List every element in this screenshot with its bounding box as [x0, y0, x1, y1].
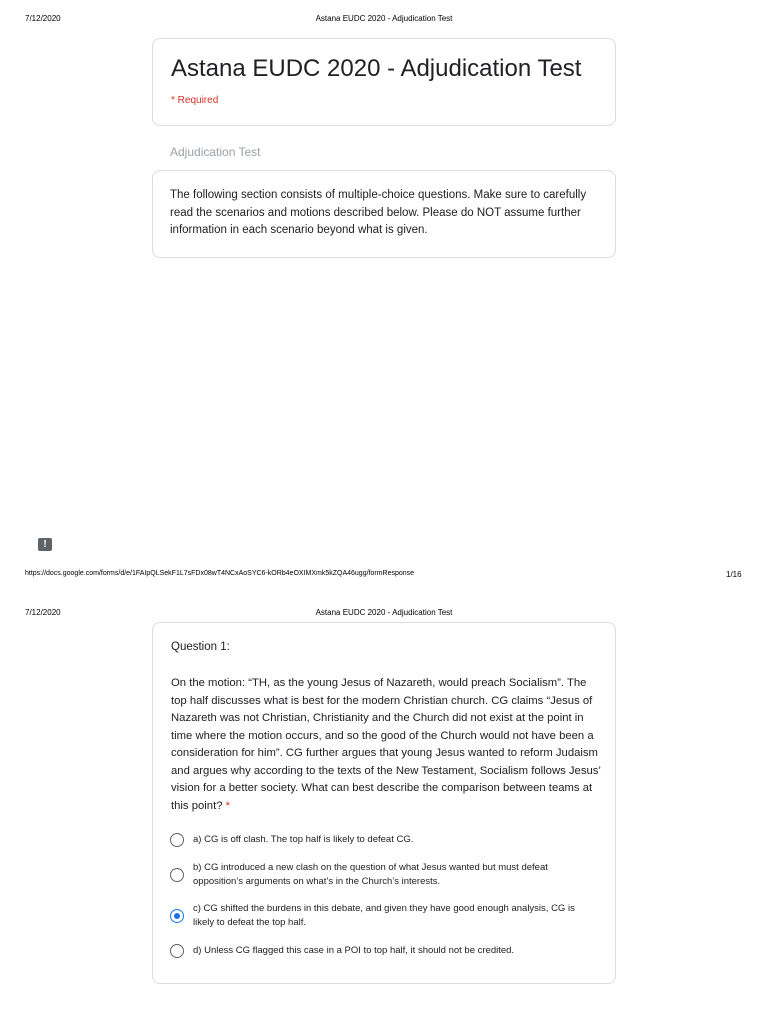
- report-icon[interactable]: !: [38, 538, 52, 551]
- print-date-page2: 7/12/2020: [25, 608, 61, 617]
- print-title-page2: Astana EUDC 2020 - Adjudication Test: [315, 608, 453, 617]
- section-description-card: [152, 170, 616, 258]
- option-d[interactable]: [170, 944, 590, 958]
- option-b-label: b) CG introduced a new clash on the question of what Jesus wanted but must defeat opposition’s arguments on what’s in the Church’s interests.: [193, 862, 548, 887]
- option-a-label: a) CG is off clash. The top half is likely to defeat CG.: [193, 834, 414, 845]
- required-note: * Required: [171, 95, 219, 106]
- option-a[interactable]: [170, 833, 590, 847]
- footer-url: https://docs.google.com/forms/d/e/1FAIpQLSekF1L7sFDx08wT4NCxAoSYC6-kORb4eOXIMXmk5kZQA46ugg/formResponse: [25, 570, 415, 577]
- print-date: 7/12/2020: [25, 14, 61, 23]
- footer-page-number: 1/16: [726, 570, 742, 579]
- radio-option-b[interactable]: [170, 868, 184, 882]
- radio-option-a[interactable]: [170, 833, 184, 847]
- section-title: Adjudication Test: [170, 145, 261, 159]
- question-text: On the motion: “TH, as the young Jesus of Nazareth, would preach Socialism”. The top half discusses what is best for the modern Christian church. CG claims “Jesus of Nazareth was not Christian, Christianity and the Church did not exist at the point in time where the motion occurs, and so the good of the Church would not have been a consideration for him”. CG further argues that young Jesus wanted to reform Judaism and argues why according to the texts of the New Testament, Socialism follows Jesus’ vision for a better society. What can best describe the comparison between teams at this point? *: [171, 677, 601, 812]
- question-card: [152, 622, 616, 984]
- section-description: The following section consists of multiple-choice questions. Make sure to carefully read the scenarios and motions described below. Please do NOT assume further information in each scenario beyond what is given.: [170, 189, 587, 236]
- form-title-card: [152, 38, 616, 126]
- option-d-label: d) Unless CG flagged this case in a POI to top half, it should not be credited.: [193, 945, 515, 956]
- option-c-label: c) CG shifted the burdens in this debate, and given they have good enough analysis, CG is likely to defeat the top half.: [193, 903, 575, 928]
- form-title: Astana EUDC 2020 - Adjudication Test: [171, 55, 582, 82]
- radio-option-d[interactable]: [170, 944, 184, 958]
- question-label: Question 1:: [171, 641, 230, 653]
- required-asterisk: *: [225, 799, 231, 812]
- option-b[interactable]: [170, 861, 590, 889]
- radio-option-c-selected[interactable]: [170, 909, 184, 923]
- option-c[interactable]: [170, 902, 590, 930]
- print-title: Astana EUDC 2020 - Adjudication Test: [315, 14, 453, 23]
